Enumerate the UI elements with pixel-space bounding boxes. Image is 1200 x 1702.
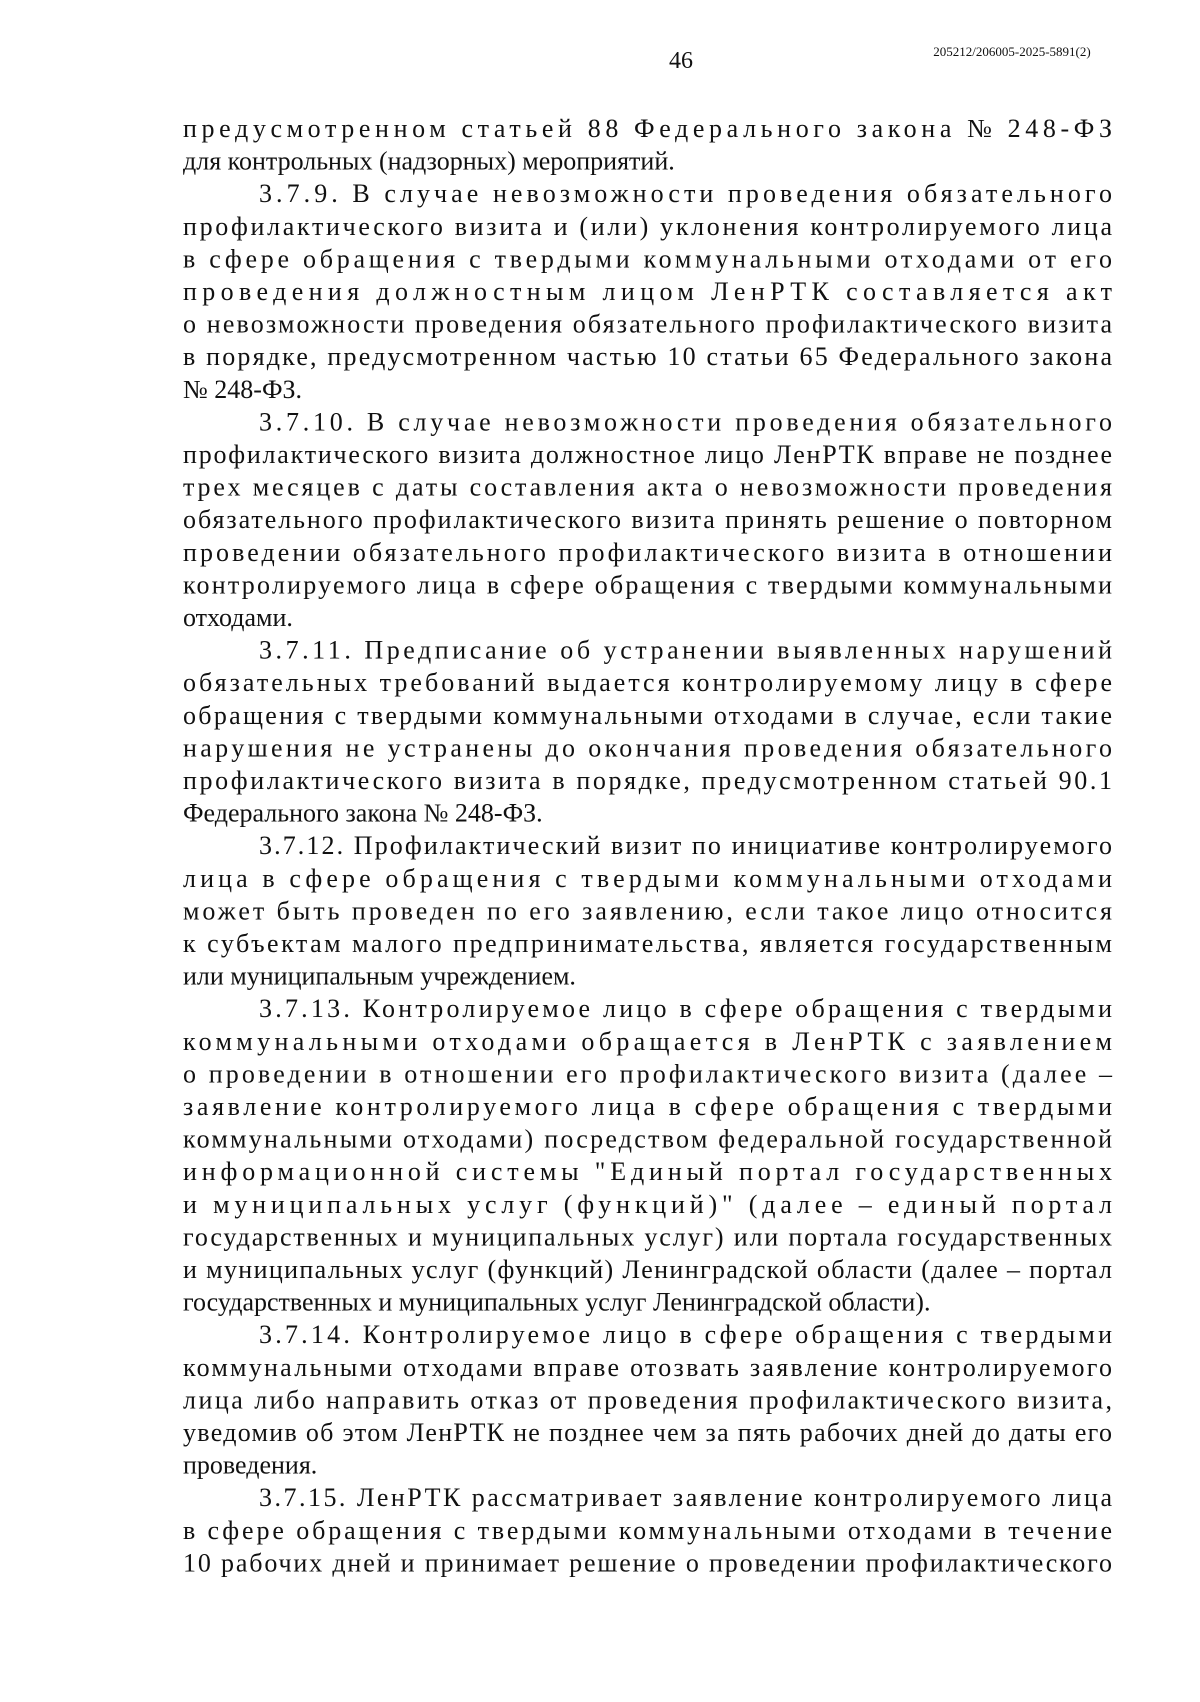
body-line: профилактического визита и (или) уклонения контролируемого лица <box>183 211 1112 241</box>
body-line: отходами. <box>183 603 293 632</box>
body-line: лица либо направить отказ от проведения профилактического визита, <box>183 1385 1112 1415</box>
body-line: коммунальными отходами вправе отозвать заявление контролируемого <box>183 1352 1112 1382</box>
body-line: контролируемого лица в сфере обращения с твердыми коммунальными <box>183 570 1112 600</box>
body-line: 3.7.9. В случае невозможности проведения обязательного <box>259 179 1112 209</box>
body-line: государственных и муниципальных услуг Ленинградской области). <box>183 1287 931 1317</box>
body-line: обязательного профилактического визита принять решение о повторном <box>183 505 1112 535</box>
body-line: в сфере обращения с твердыми коммунальными отходами в течение <box>183 1515 1112 1545</box>
body-line: о невозможности проведения обязательного профилактического визита <box>183 309 1112 339</box>
body-line: 10 рабочих дней и принимает решение о проведении профилактического <box>183 1548 1112 1578</box>
body-line: обращения с твердыми коммунальными отходами в случае, если такие <box>183 700 1112 730</box>
body-line: заявление контролируемого лица в сфере обращения с твердыми <box>183 1092 1112 1121</box>
body-line: 3.7.12. Профилактический визит по инициативе контролируемого <box>259 831 1112 861</box>
body-line: Федерального закона № 248-ФЗ. <box>183 798 543 828</box>
document-id: 205212/206005-2025-5891(2) <box>933 44 1091 59</box>
body-line: и муниципальных услуг (функций)" (далее – единый портал <box>183 1189 1112 1219</box>
body-line: 3.7.15. ЛенРТК рассматривает заявление контролируемого лица <box>259 1483 1112 1513</box>
body-line: 3.7.14. Контролируемое лицо в сфере обращения с твердыми <box>259 1320 1112 1350</box>
body-line: коммунальными отходами обращается в ЛенРТК с заявлением <box>183 1026 1112 1056</box>
body-line: информационной системы "Единый портал государственных <box>183 1157 1112 1187</box>
body-line: к субъектам малого предпринимательства, является государственным <box>183 929 1112 958</box>
body-line: в порядке, предусмотренном частью 10 статьи 65 Федерального закона <box>183 342 1112 372</box>
body-line: профилактического визита должностное лицо ЛенРТК вправе не позднее <box>183 440 1112 469</box>
body-line: государственных и муниципальных услуг) или портала государственных <box>183 1222 1112 1252</box>
body-line: № 248-ФЗ. <box>183 374 303 404</box>
body-line: и муниципальных услуг (функций) Ленинградской области (далее – портал <box>183 1255 1112 1284</box>
body-line: 3.7.11. Предписание об устранении выявленных нарушений <box>259 635 1112 665</box>
body-line: предусмотренном статьей 88 Федерального закона № 248-ФЗ <box>183 114 1112 143</box>
body-line: для контрольных (надзорных) мероприятий. <box>183 146 675 176</box>
body-line: может быть проведен по его заявлению, если такое лицо относится <box>183 896 1112 926</box>
body-line: коммунальными отходами) посредством федеральной государственной <box>183 1124 1112 1154</box>
body-line: профилактического визита в порядке, предусмотренном статьей 90.1 <box>183 766 1113 795</box>
page-number: 46 <box>669 48 693 74</box>
body-line: уведомив об этом ЛенРТК не позднее чем за пять рабочих дней до даты его <box>183 1418 1112 1447</box>
body-text <box>183 114 1113 1577</box>
body-line: 3.7.13. Контролируемое лицо в сфере обращения с твердыми <box>259 994 1112 1024</box>
body-line: 3.7.10. В случае невозможности проведения обязательного <box>259 407 1112 437</box>
body-line: или муниципальным учреждением. <box>183 961 576 991</box>
body-line: проведения. <box>183 1450 318 1480</box>
body-line: лица в сфере обращения с твердыми коммунальными отходами <box>183 863 1113 893</box>
body-line: в сфере обращения с твердыми коммунальными отходами от его <box>183 244 1112 274</box>
body-line: проведения должностным лицом ЛенРТК составляется акт <box>183 277 1112 306</box>
body-line: о проведении в отношении его профилактического визита (далее – <box>183 1059 1112 1089</box>
body-line: нарушения не устранены до окончания проведения обязательного <box>183 733 1112 763</box>
body-line: проведении обязательного профилактического визита в отношении <box>183 537 1112 567</box>
body-line: обязательных требований выдается контролируемому лицу в сфере <box>183 668 1112 698</box>
body-line: трех месяцев с даты составления акта о невозможности проведения <box>183 472 1112 502</box>
